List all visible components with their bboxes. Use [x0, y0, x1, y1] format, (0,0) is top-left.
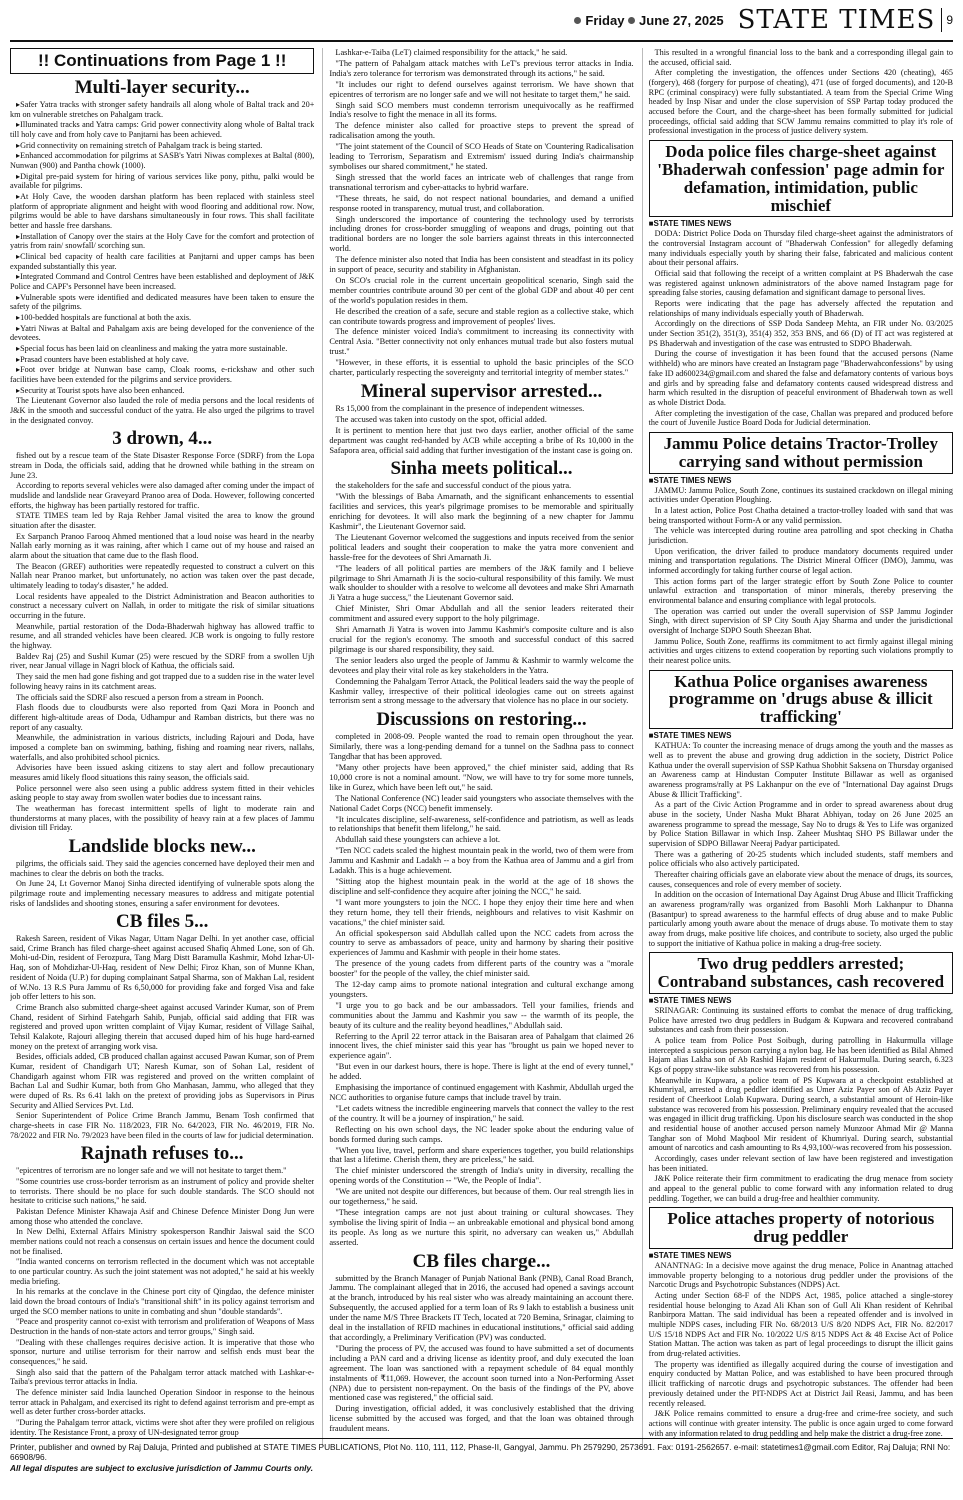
story-jammu-police-tractor: [649, 486, 953, 666]
story-paragraph: The weatherman has forecast intermittent spells of light to moderate rain and thunderstorms at many places, with the possibility of heavy rain at a few places of Jammu division till Friday.: [10, 803, 315, 833]
story-paragraph: "We are united not despite our differences, but because of them. Our real strength lies in our togetherness," he said.: [329, 1187, 634, 1207]
story-paragraph: Meanwhile, the administration in various districts, including Rajouri and Doda, have imposed a complete ban on swimming, bathing, fishing and roaming near rivers, nallahs, waterfalls, and also prohibited school picnics.: [10, 733, 315, 762]
story-paragraph: This action forms part of the larger strategic effort by South Zone Police to counter unlawful extraction and transportation of minor minerals, thereby preserving the environmental balance and ensuring compliance with legal protocols.: [648, 576, 953, 605]
story-paragraph: During the course of investigation it has been found that the accused persons (Name withheld) who are minors have created an Instagram page "Bhaderwahconfessions" by using fake ID ad600234@gmail.com and shared the false and defamatory contents of various boys and girls and by spreading false and defamatory contents caused widespread distress and harm which resulted in the disruption of peaceful environment of Bhaderwah town as well as whole District Doda.: [648, 349, 953, 407]
story-paragraph: The vehicle was intercepted during routine area patrolling and spot checking in Chatha jurisdiction.: [648, 526, 953, 545]
story-paragraph: Senior Superintendent of Police Crime Branch Jammu, Benam Tosh confirmed that charge-sheets in case FIR No. 118/2023, FIR No. 64/2023, FIR No. 46/2019, FIR No. 78/2022 and FIR No. 79/2023 have been filed in the courts of law for judicial determination.: [10, 1111, 315, 1140]
story-paragraph: ▸ Enhanced accommodation for pilgrims at SASB's Yatri Niwas complexes at Baltal (800), Nunwan (900) and Pantha chowk (1000).: [10, 151, 314, 170]
story-paragraph: Abdullah said these youngsters can achieve a lot.: [335, 835, 500, 845]
story-cb-files-charge-continued: [649, 48, 953, 136]
story-rajnath-continued: [329, 48, 633, 378]
story-paragraph: "I urge you to go back and be our ambassadors. Tell your families, friends and communities about the Jammu and Kashmir you saw -- the warmth of its people, the beauty of its culture and the reality beyond headlines," Abdullah said.: [329, 1000, 634, 1030]
story-paragraph: "The leaders of all political parties are members of the J&K family and I believe pilgrimage to Shri Amarnath Ji is the socio-cultural responsibility of this family. We must walk shoulder to shoulder with a resolve to welcome all devotees and make Shri Amarnath Ji Yatra a huge success," the Lieutenant Governor said.: [329, 563, 634, 603]
headline-multi-layer-security: Multi-layer security...: [74, 77, 250, 98]
story-mineral-supervisor: [329, 404, 633, 456]
story-paragraph: The National Conference (NC) leader said youngsters who associate themselves with the National Cadet Corps (NCC) benefit immensely.: [329, 793, 634, 813]
story-3-drown: [10, 451, 314, 833]
story-paragraph: Referring to the April 22 terror attack in the Baisaran area of Pahalgam that claimed 26 innocent lives, the chief minister said this year has "brought us pain we hoped never to experience again".: [329, 1031, 634, 1061]
story-kathua-police: [649, 741, 953, 948]
story-paragraph: The operation was carried out under the overall supervision of SSP Jammu Joginder Singh, with direct supervision of SP City South Ajay Sharma and under the jurisdictional oversight of Incharge SDPO South Sheezan Bhat.: [648, 606, 953, 635]
story-paragraph: Besides, officials added, CB produced challan against accused Pawan Kumar, son of Prem Kumar, resident of Chandigarh UT; Naresh Kumar, son of Sohan Lal, resident of Chandigarh against whom FIR was registered and proved on the written complaint of Bachan Lal and Sudhir Kumar, both from Gho Manhasan, Jammu, who alleged that they were duped of Rs. Rs 6.41 lakh on the pretext of providing jobs as Supervisors in Pirus Security and Allied Services Pvt. Ltd.: [10, 1052, 315, 1110]
story-paragraph: Ex Sarpanch Pranoo Farooq Ahmed mentioned that a loud noise was heard in the nearby Nallah early morning as it was raining, after which I came out of my house and raised an alarm about the situation that came due to the flash flood.: [10, 531, 315, 561]
story-paragraph: ▸ Integrated Command and Control Centres have been established and deployment of J&K Police and CAPF's Personnel have been increased.: [10, 272, 314, 291]
story-paragraph: "During the Pahalgam terror attack, victims were shot after they were profiled on religious identity. The Resistance Front, a proxy of UN-designated terror group: [10, 1417, 315, 1437]
story-paragraph: "When you live, travel, perform and share experiences together, you build relationships that last a lifetime. Cherish them, they are priceless," he said.: [329, 1145, 634, 1165]
story-paragraph: "epicentres of terrorism are no longer safe and we will not hesitate to target them.": [16, 1166, 287, 1176]
story-paragraph: He described the creation of a safe, secure and stable region as a collective stake, which can contribute towards progress and improvement of peoples' lives.: [329, 306, 634, 326]
story-paragraph: ▸ Special focus has been laid on cleanliness and making the yatra more sustainable.: [10, 344, 314, 354]
story-paragraph: Baldev Raj (25) and Sushil Kumar (25) were rescued by the SDRF from a swollen Ujh river, near Janual village in Nagri block of Kathua, the officials said.: [10, 651, 315, 671]
story-paragraph: the stakeholders for the safe and successful conduct of the pious yatra.: [335, 481, 572, 491]
imprint-line: Printer, publisher and owned by Raj Daluja, Printed and published at STATE TIMES PUBLICATIONS, Plot No. 110, 111, 112, Phase-II, Gangyal, Jammu. Ph 2579290, 2573691. Fax: 0191-2562657. e-mail: statetimes1@gmail.com Editor, Raj Daluja; RNI No: 66908/96.: [10, 1441, 951, 1463]
story-paragraph: Emphasising the importance of continued engagement with Kashmir, Abdullah urged the NCC authorities to organise future camps that include travel by train.: [329, 1083, 634, 1102]
story-paragraph: Meanwhile, partial restoration of the Doda-Bhaderwah highway has allowed traffic to resume, and all stranded vehicles have been cleared. JCB work is ongoing to fully restore the highway.: [10, 621, 315, 651]
story-paragraph: Rs 15,000 from the complainant in the presence of independent witnesses.: [335, 403, 585, 413]
story-paragraph: The presence of the young cadets from different parts of the country was a "morale booster" for the people of the valley, the chief minister said.: [329, 959, 634, 979]
headline-jammu-police-tractor: Jammu Police detains Tractor-Trolley carrying sand without permission: [649, 432, 953, 474]
story-paragraph: ▸ Yatri Niwas at Baltal and Pahalgam axis are being developed for the convenience of the devotees.: [10, 324, 314, 343]
story-paragraph: Accordingly on the directions of SSP Doda Sandeep Mehta, an FIR under No. 03/2025 under Section 351(2), 351(3), 351(4) 352, 353 BNS, and 66 (D) of IT act was registered at PS Bhaderwah and investigation of the case was entrusted to SDPO Bhaderwah.: [648, 319, 953, 348]
story-paragraph: Pakistan Defence Minister Khawaja Asif and Chinese Defence Minister Dong Jun were among those who attended the conclave.: [10, 1206, 315, 1226]
story-paragraph: "With the blessings of Baba Amarnath, and the significant enhancements to essential facilities and services, this year's pilgrimage promises to be memorable and spiritually enriching for devotees. It will also mark the beginning of a new chapter for Jammu Kashmir", the Lieutenant Governor said.: [329, 492, 634, 532]
dateline-date: June 27, 2025: [639, 12, 724, 28]
bullet-dot-icon: [628, 17, 635, 24]
story-paragraph: "I want more youngsters to join the NCC. I hope they enjoy their time here and when they return home, they tell their friends, neighbours and relatives to visit Kashmir on vacations," the chief minister said.: [329, 897, 634, 927]
story-paragraph: "It includes our right to defend ourselves against terrorism. We have shown that epicentres of terrorism are no longer safe and we will not hesitate to target them," he said.: [329, 79, 634, 99]
headline-landslide-blocks: Landslide blocks new...: [68, 835, 256, 857]
story-paragraph: J&K Police remains committed to ensure a drug-free and crime-free society, and such actions will continue with greater intensity. The public is once again urged to come forward with any information related to drug peddling and help make the district a drug-free zone.: [648, 1409, 953, 1438]
story-paragraph: "Let cadets witness the incredible engineering marvels that connect the valley to the rest of the country. It will be a journey of inspiration," he said.: [329, 1103, 634, 1123]
story-paragraph: According to reports several vehicles were also damaged after coming under the impact of mudslide and landslide near Graveyard Pranoo area of Doda. However, following concerted efforts, the highway has been partially restored for traffic.: [10, 481, 315, 510]
story-paragraph: Crime Branch also submitted charge-sheet against accused Varinder Kumar, son of Prem Chand, resident of Sirhind Fatehgarh Sahib, Punjab, official said adding that FIR was registered and proved upon written complaint of Vijay Kumar, resident of Village Saihal, Tehsil Kalakote, Rajouri alleging therein that accused duped him of his huge hard-earned money on the pretext of arranging work visa.: [10, 1002, 315, 1051]
column-2: [322, 48, 633, 1446]
story-paragraph: Singh said SCO members must condemn terrorism unequivocally as he reaffirmed India's resolve to fight the menace in all its forms.: [329, 100, 634, 120]
jurisdiction-line: All legal disputes are subject to exclusive jurisdiction of Jammu Courts only.: [10, 1463, 314, 1474]
headline-mineral-supervisor: Mineral supervisor arrested...: [360, 381, 603, 402]
story-paragraph: ▸ Security at Tourist spots have also been enhanced.: [10, 386, 314, 396]
story-paragraph: Lashkar-e-Taiba (LeT) claimed responsibility for the attack," he said.: [335, 48, 568, 57]
story-paragraph: Singh stressed that the world faces an intricate web of challenges that range from transnational terrorism and cyber-attacks to hybrid warfare.: [329, 172, 634, 192]
story-police-attaches-property: [649, 1261, 953, 1438]
story-paragraph: submitted by the Branch Manager of Punjab National Bank (PNB), Canal Road Branch, Jammu. The complainant alleged that in 2016, the accused had opened a savings account at the branch, introduced by his real sister who was already maintaining an account there. Subsequently, the accused applied for a term loan of Rs 9 lakh to establish a business unit under the name M/S Three Brackets IT Tech, located at 720 Bemina, Srinagar, claiming to deal in the installation of RFID machines in educational institutions," official said adding that accordingly, a Preliminary Verification (PV) was conducted.: [329, 1273, 634, 1342]
story-discussions-on-restoring: [329, 732, 633, 1247]
story-paragraph: It is pertinent to mention here that just two days earlier, another official of the same department was caught red-handed by ACB while accepting a bribe of Rs 10,000 in the Safapora area, official said adding that further investigation of the instant case is going on.: [329, 425, 634, 455]
story-paragraph: Shri Amarnath Ji Yatra is woven into Jammu Kashmir's composite culture and is also crucial for the region's economy. The smooth and successful conduct of this sacred pilgrimage is our shared responsibility, they said.: [329, 625, 634, 654]
story-paragraph: "Many other projects have been approved," the chief minister said, adding that Rs 10,000 crore is not a nominal amount. "Now, we will have to try for some more tunnels, like in Gurez, which have been left out," he said.: [329, 763, 634, 792]
story-paragraph: The Lieutenant Governor also lauded the role of media persons and the local residents of J&K in the smooth and successful conduct of the yatra. He also urged the pilgrims to travel in the designated convoy.: [10, 396, 315, 425]
story-paragraph: The property was identified as illegally acquired during the course of investigation and enquiry conducted by Mattan Police, and was established to have been procured through illicit trafficking of narcotic drugs and psychotropic substances. The offender had been previously detained under the PIT-NDPS Act at District Jail Reasi, Jammu, and has been recently released.: [648, 1359, 953, 1408]
byline: ■ STATE TIMES NEWS: [649, 476, 953, 485]
column-3: [642, 48, 953, 1446]
story-paragraph: DODA: District Police Doda on Thursday filed charge-sheet against the administrators of the controversial Instagram account of "Bhaderwah Confession" for allegedly defaming many individuals especially youth by sharing their false, fabricated and malicious content about their personal affairs.: [648, 229, 953, 268]
story-paragraph: Local residents have appealed to the District Administration and Beacon authorities to construct a necessary culvert on Nallah, in order to mitigate the risk of similar situations occurring in the future.: [10, 591, 315, 621]
story-paragraph: "However, in these efforts, it is essential to uphold the basic principles of the SCO charter, particularly respecting the sovereignty and territorial integrity of member states.": [329, 358, 634, 378]
headline-3-drown: 3 drown, 4...: [112, 428, 213, 450]
story-paragraph: KATHUA: To counter the increasing menace of drugs among the youth and the masses as well as to prevent the abuse and growing drug addiction in the society, District Police Kathua under the overall supervision of SSP Kathua Shobhit Saksena on Thursday organised an Awareness camp at Hindustan Computer Institute Billawar as well as organised awareness programs/rally at PS Lakhanpur on the eve of "International Day against Drugs Abuse & Illicit Trafficking".: [648, 741, 953, 799]
story-paragraph: "The pattern of Pahalgam attack matches with LeT's previous terror attacks in India. India's zero tolerance for terrorism was demonstrated through its actions," he said.: [329, 58, 634, 78]
headline-sinha-meets-political: Sinha meets political...: [390, 458, 573, 480]
story-paragraph: The accused was taken into custody on the spot, official added.: [335, 414, 547, 424]
byline: ■ STATE TIMES NEWS: [649, 219, 953, 228]
story-paragraph: Meanwhile in Kupwara, a police team of PS Kupwara at a checkpoint established at Khumriyal, arrested a drug peddler identified as Umer Aziz Payer son of Ab Aziz Payer resident of Cheerkoot Lolab Kupwara. During search, a substantial amount of Heroin-like substance was recovered from his possession. Preliminary enquiry revealed that the accused was engaged in illicit drug trafficking. Upon his disclosure search was conducted in the shop and residential house of another accused person namely Munzoor Ahmad Mir @ Manna Tanghar son of Mohd Maqbool Mir resident of Khumriyal. During search, substantial amount of narcotics and cash amounting to Rs 4,93,100/-was recovered from his possession.: [648, 1075, 953, 1153]
headline-cb-files-5: CB files 5...: [115, 911, 209, 933]
byline: ■ STATE TIMES NEWS: [649, 731, 953, 740]
story-paragraph: ▸ Grid connectivity on remaining stretch of Pahalgam track is being started.: [10, 141, 314, 151]
story-paragraph: ▸ Foot over bridge at Nunwan base camp, Cloak rooms, e-rickshaw and other such facilities have been extended for the pilgrims and service providers.: [10, 365, 314, 384]
headline-two-drug-peddlers: Two drug peddlers arrested; Contraband substances, cash recovered: [649, 952, 953, 994]
dateline: [574, 13, 723, 28]
byline: ■ STATE TIMES NEWS: [649, 1251, 953, 1260]
headline-rajnath-refuses: Rajnath refuses to...: [80, 1143, 244, 1165]
story-paragraph: As a part of the Civic Action Programme and in order to spread awareness about drug abuse in the society, Under Nasha Mukt Bharat Abhiyan, today on 26 June 2025 an awareness programme to spread the message, Say No to drugs & Yes to Life was organized by Police Station Billawar in which Insp. Zaheer Mushtaq SHO PS Billawar under the supervision of SDPO Billawar Neeraj Padyar participated.: [648, 800, 953, 848]
headline-cb-files-charge: CB files charge...: [412, 1250, 551, 1272]
story-paragraph: In his remarks at the conclave in the Chinese port city of Qingdao, the defence minister laid down the broad contours of India's "transitional shift" in its policy against terrorism and urged the SCO member nations to unite in combating and shun "double standards".: [10, 1287, 315, 1316]
story-paragraph: The defence minister voiced India's commitment to increasing its connectivity with Central Asia. "Better connectivity not only enhances mutual trade but also fosters mutual trust.": [329, 327, 634, 357]
dateline-day: Friday: [585, 12, 625, 28]
story-paragraph: After completing the investigation of the case, Challan was prepared and produced before the court of Juvenile Justice Board Doda for Judicial determination.: [648, 408, 953, 428]
story-paragraph: "Ten NCC cadets scaled the highest mountain peak in the world, two of them were from Jammu and Kashmir and Ladakh -- a boy from the Kathua area of Jammu and a girl from Ladakh. This is a huge achievement.: [329, 846, 634, 876]
story-paragraph: J&K Police reiterate their firm commitment to eradicating the drug menace from society and appeal to the general public to come forward with any information related to drug peddling. Together, we can build a drug-free and healthier community.: [648, 1174, 953, 1203]
story-cb-files-5: [10, 934, 314, 1140]
story-two-drug-peddlers: [649, 1006, 953, 1203]
story-paragraph: On SCO's crucial role in the current uncertain geopolitical scenario, Singh said the member countries contribute around 30 per cent of the global GDP and about 40 per cent of the world's population resides in them.: [329, 275, 634, 305]
story-paragraph: In a latest action, Police Post Chatha detained a tractor-trolley loaded with sand that was being transported without Form-A or any valid permission.: [648, 505, 953, 525]
story-paragraph: "Some countries use cross-border terrorism as an instrument of policy and provide shelter to terrorists. There should be no place for such double standards. The SCO should not hesitate to criticise such nations," he said.: [10, 1176, 315, 1206]
story-paragraph: "These threats, he said, do not respect national boundaries, and demand a unified response rooted in transparency, mutual trust, and collaboration.: [329, 193, 634, 213]
story-paragraph: After completing the investigation, the offences under Sections 420 (cheating), 465 (forgery), 468 (forgery for purpose of cheating), 471 (use of forged documents), and 120-B RPC (criminal conspiracy) were fully substantiated. A team from the Special Crime Wing headed by Insp Nisar and under the close supervision of SSP Partap today produced the accused before the Court, and the charge-sheet has been formally submitted for judicial proceedings, official said adding that SCW Jammu remains committed to play it's role of professional investigation in the process of justice delivery system.: [648, 68, 953, 136]
story-paragraph: "Dealing with these challenges requires decisive action. It is imperative that those who sponsor, nurture and utilise terrorism for their narrow and selfish ends must bear the consequences," he said.: [10, 1337, 315, 1366]
headline-police-attaches-property: Police attaches property of notorious drug peddler: [649, 1207, 953, 1249]
story-paragraph: pilgrims, the officials said. They said the agencies concerned have deployed their men and machines to clear the debris on both the tracks.: [10, 858, 315, 878]
bullet-dot-icon: [574, 17, 581, 24]
footer-imprint: [10, 1438, 953, 1474]
continuations-banner: !! Continuations from Page 1 !!: [10, 48, 314, 74]
story-landslide-blocks: [10, 859, 314, 908]
story-paragraph: ▸ At Holy Cave, the wooden darshan platform has been replaced with stainless steel platform of appropriate alignment and height with wood flooring and additional row. Now, pilgrims would be able to have darshans simultaneously in four rows. This shall facilitate better and hassle free darshans.: [10, 192, 314, 231]
story-paragraph: The defence minister also noted that India has been consistent and steadfast in its policy in support of peace, security and stability in Afghanistan.: [329, 255, 634, 275]
story-paragraph: "India wanted concerns on terrorism reflected in the document which was not acceptable to one particular country. As such the joint statement was not adopted," he said at his weekly media briefing.: [10, 1257, 315, 1286]
story-paragraph: They said the men had gone fishing and got trapped due to a sudden rise in the water level following heavy rains in its catchment areas.: [10, 672, 315, 691]
story-paragraph: This resulted in a wrongful financial loss to the bank and a corresponding illegal gain to the accused, official said.: [648, 48, 953, 67]
story-paragraph: The senior leaders also urged the people of Jammu & Kashmir to warmly welcome the devotees and play their vital role as key stakeholders in the Yatra.: [329, 655, 634, 675]
story-paragraph: ▸ Safer Yatra tracks with stronger safety handrails all along whole of Baltal track and 20+ km on vulnerable stretches on Pahalgam track.: [10, 100, 314, 119]
story-paragraph: Official said that following the receipt of a written complaint at PS Bhaderwah the case was registered against unknown administrators of the above named Instagram page for spreading false stories, causing defamation and significant damage to personal lives.: [648, 269, 953, 298]
story-paragraph: Rakesh Sareen, resident of Vikas Nagar, Uttam Nagar Delhi. In yet another case, official said, Crime Branch has filed charge-sheet against accused Shafiq Ahmed Lone, son of Gh. Mohi-ud-Din, resident of Ferozpura, Tang Marg Distt Baramulla Kashmir, Mohd Izhar-Ul-Haq, son of Mohdizhar-Ul-Haq, resident of New Delhi; Firoz Khan, son of Munne Khan, resident of Noida (U.P.) for duping complainant Satpal Sharma, son of Makhan Lal, resident of W.No. 13 R.S Pura Jammu of Rs 6,50,000 for providing fake and forged Visa and fake job offer letters to his son.: [10, 934, 315, 1002]
story-paragraph: JAMMU: Jammu Police, South Zone, continues its sustained crackdown on illegal mining activities under Operation Ploughing.: [648, 485, 953, 505]
story-paragraph: ▸ Prasad counters have been established at holy cave.: [10, 355, 314, 365]
story-paragraph: A police team from Police Post Soibugh, during patrolling in Hakurmulla village intercepted a suspicious person carrying a nylon bag. He has been identified as Bilal Ahmed Hajam alias Lakha son of Ab Rashid Hajam resident of Hakurmulla. During search, 6.323 Kgs of poppy straw-like substance was recovered from his possession.: [648, 1035, 953, 1074]
story-paragraph: The Beacon (GREF) authorities were repeatedly requested to construct a culvert on this Nallah near Pranoo market, but unfortunately, no action was taken over the past decade, ultimately leading to today's disaster," he added.: [10, 561, 315, 591]
story-paragraph: ▸ Illuminated tracks and Yatra camps: Grid power connectivity along whole of Baltal track till holy cave and from holy cave to Panjtarni has been achieved.: [10, 120, 314, 139]
columns: [10, 48, 953, 1446]
story-paragraph: The Lieutenant Governor welcomed the suggestions and inputs received from the senior political leaders and sought their cooperation to make the yatra more convenient and hassle-free for the devotees of Shri Amarnath Ji.: [329, 532, 634, 562]
story-paragraph: fished out by a rescue team of the State Disaster Response Force (SDRF) from the Lopa stream in Doda, the officials said, adding that he drowned while bathing in the stream on June 23.: [10, 451, 315, 480]
headline-doda-police-charge-sheet: Doda police files charge-sheet against 'Bhaderwah confession' page admin for defamation, intimidation, public mischief: [649, 140, 953, 217]
story-paragraph: An official spokesperson said Abdullah called upon the NCC cadets from across the country to serve as ambassadors of peace, unity and harmony by sharing their positive experiences of Jammu and Kashmir with people in their home states.: [329, 928, 634, 958]
story-paragraph: Advisories have been issued asking citizens to stay alert and follow precautionary measures amid likely flood situations this rainy season, the officials said.: [10, 763, 315, 782]
story-paragraph: "Peace and prosperity cannot co-exist with terrorism and proliferation of Weapons of Mass Destruction in the hands of non-state actors and terror groups," Singh said.: [10, 1317, 315, 1336]
story-paragraph: There was a gathering of 20-25 students which included students, staff members and police officials who also actively participated.: [648, 849, 953, 869]
story-paragraph: Police personnel were also seen using a public address system fitted in their vehicles asking people to stay away from swollen water bodies due to incessant rains.: [10, 783, 315, 803]
story-paragraph: Singh also said that the pattern of the Pahalgam terror attack matched with Lashkar-e-Taiba's previous terror attacks in India.: [10, 1367, 315, 1387]
story-paragraph: ▸ Vulnerable spots were identified and dedicated measures have been taken to ensure the safety of the pilgrims.: [10, 293, 314, 312]
story-paragraph: "During the process of PV, the accused was found to have submitted a set of documents including a PAN card and a driving license as identity proof, and duly executed the loan agreement. The loan was sanctioned with a repayment schedule of 84 equal monthly instalments of ₹11,069. However, the account soon turned into a Non-Performing Asset (NPA) due to persistent non-repayment. On the basis of the findings of the PV, above mentioned case was registered," the official said.: [329, 1343, 634, 1403]
story-paragraph: Singh underscored the importance of countering the technology used by terrorists including drones for cross-border smuggling of weapons and drugs, pointing out that traditional borders are no longer the sole barriers against threats in this interconnected world.: [329, 214, 634, 254]
story-paragraph: The officials said the SDRF also rescued a person from a stream in Poonch.: [16, 692, 264, 702]
story-paragraph: ▸ 100-bedded hospitals are functional at both the axis.: [10, 313, 314, 323]
story-paragraph: "But even in our darkest hours, there is hope. There is light at the end of every tunnel," he added.: [329, 1062, 634, 1082]
story-paragraph: Upon verification, the driver failed to produce mandatory documents required under mining and transportation regulations. The District Mineral Officer (DMO), Jammu, was informed accordingly for taking further course of legal action.: [648, 546, 953, 575]
story-paragraph: In New Delhi, External Affairs Ministry spokesperson Randhir Jaiswal said the SCO member nations could not reach a consensus on certain issues and hence the document could not be finalised.: [10, 1227, 315, 1256]
story-paragraph: "It inculcates discipline, self-awareness, self-confidence and patriotism, as well as leads to relationships that benefit them lifelong," he said.: [329, 814, 634, 834]
story-paragraph: Condemning the Pahalgam Terror Attack, the Political leaders said the way the people of Kashmir valley, irrespective of their political ideologies came out on streets against terrorism sent a strong message to the adversary that violence has no place in our society.: [329, 676, 634, 706]
story-paragraph: Flash floods due to cloudbursts were also reported from Qazi Mora in Poonch and different high-altitude areas of Doda, Udhampur and Ramban districts, but there was no report of any casualty.: [10, 703, 315, 732]
story-cb-files-charge: [329, 1274, 633, 1435]
story-paragraph: The defence minister said India launched Operation Sindoor in response to the heinous terror attack in Pahalgam, and exercised its right to defend against terrorism and pre-empt as well as deter further cross-border attacks.: [10, 1387, 315, 1417]
story-paragraph: "The joint statement of the Council of SCO Heads of State on 'Countering Radicalisation leading to Terrorism, Separatism and Extremism' issued during India's chairmanship symbolises our shared commitment," he stated.: [329, 142, 634, 171]
story-paragraph: Accordingly, cases under relevant section of law have been registered and investigation has been initiated.: [648, 1154, 953, 1173]
story-paragraph: ▸ Installation of Canopy over the stairs at the Holy Cave for the comfort and protection of yatris from rain/ snowfall/ scorching sun.: [10, 232, 314, 251]
story-paragraph: "Sitting atop the highest mountain peak in the world at the age of 18 shows the discipline and self-confidence they acquire after joining the NCC," he said.: [329, 876, 634, 896]
byline: ■ STATE TIMES NEWS: [649, 996, 953, 1005]
story-paragraph: Thereafter chairing officials gave an elaborate view about the menace of drugs, its sources, causes, consequences and role of every member of society.: [648, 869, 953, 889]
story-doda-police: [649, 229, 953, 427]
story-paragraph: The defence minister also called for proactive steps to prevent the spread of radicalisation among the youth.: [329, 121, 634, 141]
story-paragraph: Reflecting on his own school days, the NC leader spoke about the enduring value of bonds formed during such camps.: [329, 1124, 634, 1144]
story-paragraph: During investigation, official added, it was conclusively established that the driving license submitted by the accused was forged, and that the loan was obtained through fraudulent means.: [329, 1404, 634, 1434]
masthead: [10, 0, 953, 42]
page-number: 9: [941, 8, 953, 32]
story-paragraph: In addition on the occasion of International Day Against Drug Abuse and Illicit Trafficking an awareness program/rally was organized from Basohli Morh Lakhanpur to Dhanna (Basantpur) to spread awareness to the harmful effects of drug abuse and to make Public particularly among youth aware about the menace of drugs abuse. To motivate them to stay away from drugs, make positive life choices, and contribute to society, also urged the public to support the initiative of Kathua police in making a drug-free society.: [648, 890, 953, 948]
story-multi-layer-security-bullets: [10, 100, 314, 395]
story-paragraph: SRINAGAR: Continuing its sustained efforts to combat the menace of drug trafficking, Police have arrested two drug peddlers in Budgam & Kupwara and recovered contraband substances and cash from their possession.: [648, 1005, 953, 1035]
newspaper-logo: STATE TIMES: [737, 5, 936, 35]
story-paragraph: Jammu Police, South Zone, reaffirms its commitment to act firmly against illegal mining activities and urges citizens to extend cooperation by reporting such violations promptly to their nearest police units.: [648, 636, 953, 665]
story-paragraph: The 12-day camp aims to promote national integration and cultural exchange among youngsters.: [329, 980, 634, 999]
story-paragraph: STATE TIMES team led by Raja Rehber Jamal visited the area to know the ground situation after the disaster.: [10, 511, 315, 531]
story-sinha-meets-political: [329, 481, 633, 706]
story-paragraph: Chief Minister, Shri Omar Abdullah and all the senior leaders reiterated their commitment and assured every support to the holy pilgrimage.: [329, 604, 634, 624]
story-paragraph: On June 24, Lt Governor Manoj Sinha directed identifying of vulnerable spots along the pilgrimage route and implementing necessary measures to address and mitigate potential risks of landslides and shooting stones, ensuring a safer environment for devotees.: [10, 879, 315, 908]
story-paragraph: completed in 2008-09. People wanted the road to remain open throughout the year. Similarly, there was a long-pending demand for a tunnel on the Sadhna pass to connect Tangdhar that has been approved.: [329, 732, 634, 762]
story-paragraph: Acting under Section 68-F of the NDPS Act, 1985, police attached a single-storey residential house belonging to Azad Ali Khan son of Gull Ali Khan resident of Kehribal Ranbirpora Mattan. The said individual has been a repeated offender and is involved in multiple NDPS cases, including FIR No. 68/2013 U/S 8/20 NDPS Act, FIR No. 82/2017 U/S 15/18 NDPS Act and FIR No. 10/2022 U/S 8/15 NDPS Act & 48 Excise Act of Police Station Mattan. The action was taken as part of legal proceedings to disrupt the illicit gains from drug-related activities.: [648, 1291, 953, 1359]
headline-kathua-police-awareness: Kathua Police organises awareness programme on 'drugs abuse & illicit trafficking': [649, 670, 953, 730]
story-paragraph: "These integration camps are not just about training or cultural showcases. They symbolise the living spirit of India -- an unbreakable emotional and physical bond among its people. As long as we nurture this spirit, no adversary can weaken us," Abdullah asserted.: [329, 1207, 634, 1247]
story-paragraph: Reports were indicating that the page has adversely affected the reputation and relationships of many individuals especially youth of Bhaderwah.: [648, 299, 953, 318]
column-1: [10, 48, 314, 1446]
story-paragraph: ▸ Clinical bed capacity of health care facilities at Panjtarni and upper camps has been expanded substantially this year.: [10, 252, 314, 271]
story-paragraph: The chief minister underscored the strength of India's unity in diversity, recalling the opening words of the Constitution -- "We, the People of India".: [329, 1166, 634, 1186]
headline-discussions-on-restoring: Discussions on restoring...: [376, 709, 587, 731]
story-rajnath-refuses: [10, 1166, 314, 1437]
story-paragraph: ANANTNAG: In a decisive move against the drug menace, Police in Anantnag attached immovable property belonging to a notorious drug peddler under the provisions of the Narcotic Drugs and Psychotropic Substances (NDPS) Act.: [648, 1261, 953, 1290]
story-paragraph: ▸ Digital pre-paid system for hiring of various services like pony, pithu, palki would be available for pilgrims.: [10, 172, 314, 191]
